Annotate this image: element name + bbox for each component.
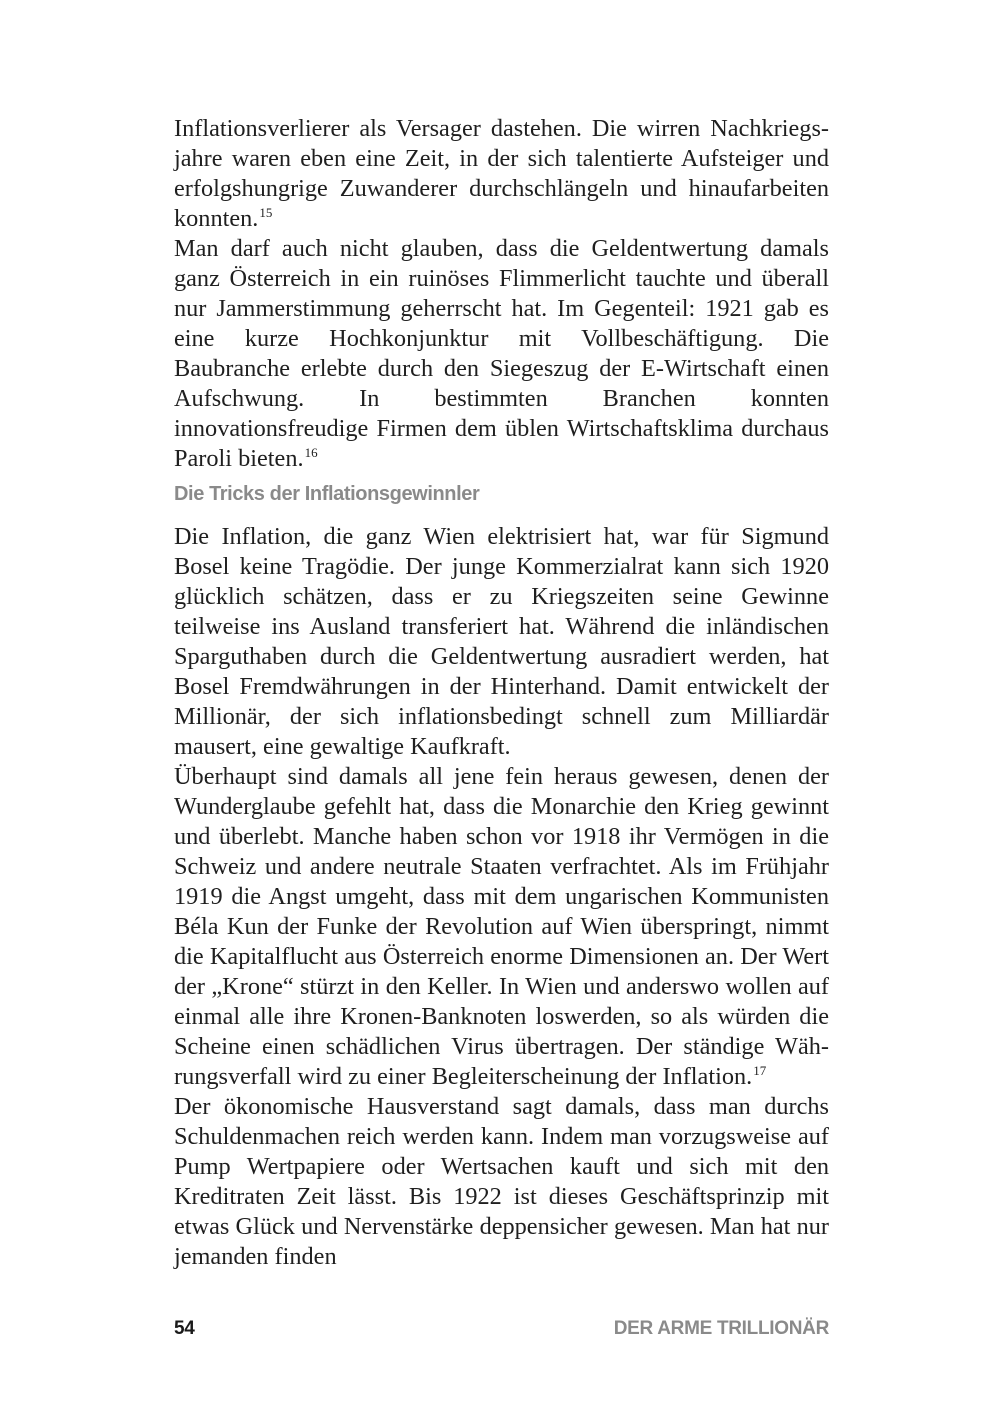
paragraph [174,234,829,474]
paragraph-text: Der ökonomische Hausverstand sagt damals, dass man durchs Schuldenmachen reich werden kann. Indem man vorzugsweise auf Pump Wertpapiere oder Wertsachen kauft und sich mit den Kreditraten Zeit lässt. Bis 1922 ist dieses Geschäftsprinzip mit etwas Glück und Nervenstärke deppensicher gewesen. Man hat nur jemanden finden [174,1093,829,1270]
section-heading: Die Tricks der Inflationsgewinnler [174,483,480,505]
page-footer [174,1315,829,1343]
paragraph-text: Die Inflation, die ganz Wien elektrisiert hat, war für Sigmund Bosel keine Tragödie. Der junge Kommerzialrat kann sich 1920 glücklich schätzen, dass er zu Kriegszeiten seine Gewinne teilweise ins Ausland transferiert hat. Während die inländischen Sparguthaben durch die Geldentwertung ausradiert werden, hat Bosel Fremdwährungen in der Hinterhand. Damit entwickelt der Millionär, der sich inflationsbedingt schnell zum Milliardär mausert, eine gewaltige Kaufkraft. [174,523,829,760]
paragraph-text: Überhaupt sind damals all jene fein heraus gewesen, denen der Wunderglaube gefehlt hat, dass die Monarchie den Krieg gewinnt und überlebt. Manche haben schon vor 1918 ihr Vermögen in die Schweiz und andere neutrale Staaten verfrachtet. Als im Frühjahr 1919 die Angst umgeht, dass mit dem ungarischen Kommunisten Béla Kun der Funke der Revolution auf Wien überspringt, nimmt die Kapitalflucht aus Österreich enorme Dimensionen an. Der Wert der „Krone“ stürzt in den Keller. In Wien und anderswo wollen auf einmal alle ihre Kronen-Banknoten loswerden, so als würden die Scheine einen schädlichen Virus übertragen. Der ständige Währungsverfall wird zu einer Begleiterscheinung der Inflation. [174,763,829,1090]
page-number: 54 [174,1318,195,1339]
paragraph [174,114,829,234]
footnote-marker: 16 [304,445,318,460]
running-title: DER ARME TRILLIONÄR [613,1318,829,1339]
paragraph [174,1092,829,1272]
footnote-marker: 17 [753,1063,767,1078]
body-text-top [174,114,829,474]
paragraph-text: Man darf auch nicht glauben, dass die Geldentwertung damals ganz Österreich in ein ruinöses Flimmerlicht tauchte und überall nur Jammerstimmung geherrscht hat. Im Gegenteil: 1921 gab es eine kurze Hochkonjunktur mit Vollbeschäftigung. Die Baubranche erlebte durch den Siegeszug der E-Wirtschaft einen Aufschwung. In bestimmten Branchen konnten innovationsfreudige Firmen dem üblen Wirtschaftsklima durchaus Paroli bieten. [174,235,829,472]
footnote-marker: 15 [259,205,273,220]
paragraph [174,522,829,762]
paragraph [174,762,829,1092]
body-text-bottom [174,522,829,1272]
paragraph-text: Inflationsverlierer als Versager dastehen. Die wirren Nachkriegsjahre waren eben eine Zeit, in der sich talentierte Aufsteiger und erfolgshungrige Zuwanderer durchschlängeln und hinaufarbeiten konnten. [174,115,829,232]
